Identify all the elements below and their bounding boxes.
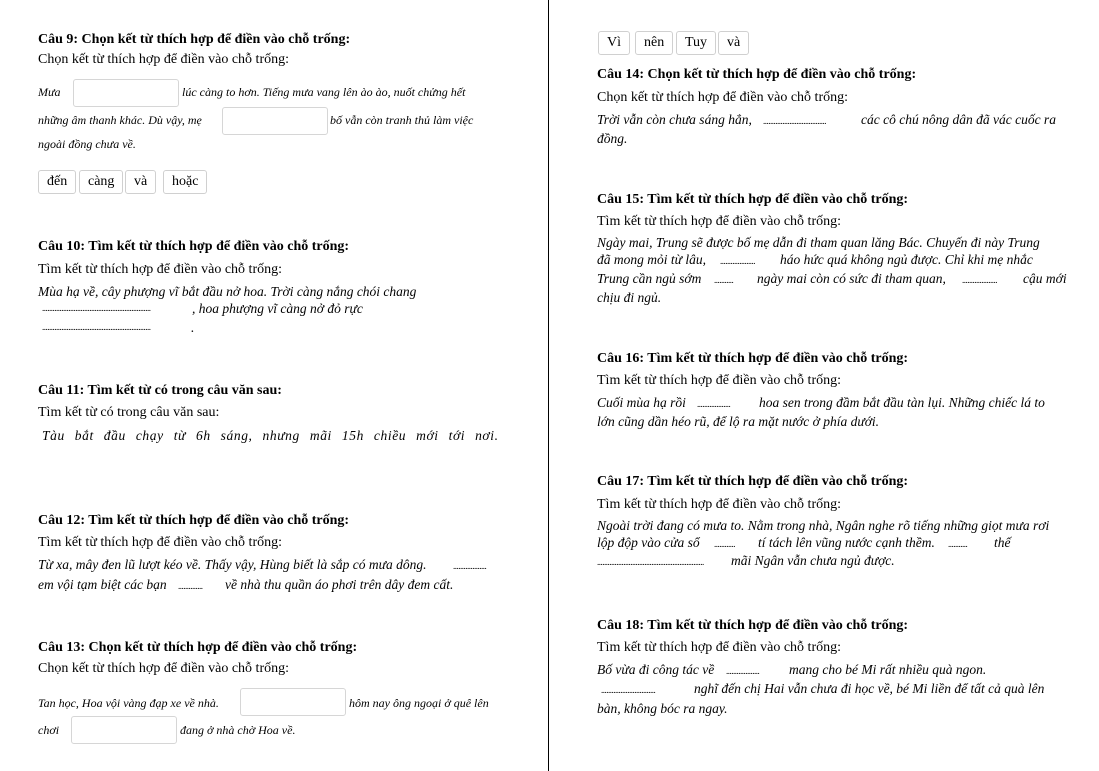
option-chip[interactable]: đến: [38, 170, 76, 194]
column-divider: [548, 0, 549, 771]
fill-blank: ...................: [726, 666, 760, 676]
question-13-text: Tan học, Hoa vội vàng đạp xe về nhà.: [38, 696, 219, 710]
question-15-text: chịu đi ngủ.: [597, 290, 662, 305]
question-15-text: Trung cần ngủ sớm: [597, 271, 702, 286]
question-11-instruction: Tìm kết từ có trong câu văn sau:: [38, 405, 220, 420]
question-15-text: đã mong mỏi từ lâu,: [597, 252, 706, 267]
fill-blank: ...................: [697, 399, 731, 409]
question-18-text: Bố vừa đi công tác về: [597, 662, 715, 677]
question-16-text: hoa sen trong đầm bắt đầu tàn lụi. Những chiếc lá to: [759, 395, 1045, 410]
fill-blank: ...........: [714, 275, 734, 285]
fill-blank: ..............................................................: [42, 303, 151, 313]
question-16-title: Câu 16: Tìm kết từ thích hợp để điền vào chỗ trống:: [597, 351, 909, 366]
question-17-text: lộp độp vào cửa sổ: [597, 535, 700, 550]
option-chip[interactable]: nên: [635, 31, 673, 55]
question-16-instruction: Tìm kết từ thích hợp để điền vào chỗ trống:: [597, 373, 841, 388]
question-9-text: bố vẫn còn tranh thủ làm việc: [330, 113, 474, 127]
question-10-text: Mùa hạ về, cây phượng vĩ bắt đầu nở hoa. Trời càng nắng chói chang: [38, 284, 417, 299]
question-10-text: , hoa phượng vĩ càng nở đỏ rực: [192, 301, 363, 316]
question-9-instruction: Chọn kết từ thích hợp để điền vào chỗ trống:: [38, 52, 290, 67]
answer-blank-2[interactable]: [222, 107, 328, 135]
fill-blank: ...........: [948, 539, 968, 549]
fill-blank: ..............: [178, 581, 203, 591]
question-10-text: .: [191, 320, 195, 335]
question-17-text: Ngoài trời đang có mưa to. Nằm trong nhà, Ngân nghe rõ tiếng những giọt mưa rơi: [597, 518, 1050, 533]
question-13-text: hôm nay ông ngoại ở quê lên: [349, 696, 489, 710]
question-14-text: Trời vẫn còn chưa sáng hẳn,: [597, 112, 752, 127]
question-15-title: Câu 15: Tìm kết từ thích hợp để điền vào chỗ trống:: [597, 192, 909, 207]
question-9-text: những âm thanh khác. Dù vậy, mẹ: [38, 113, 202, 127]
fill-blank: ....................: [720, 256, 755, 266]
question-17-text: thế: [994, 535, 1011, 550]
question-14-text: các cô chú nông dân đã vác cuốc ra: [861, 112, 1056, 127]
fill-blank: ....................................: [763, 116, 826, 126]
question-13-title: Câu 13: Chọn kết từ thích hợp để điền vào chỗ trống:: [38, 640, 358, 655]
question-17-title: Câu 17: Tìm kết từ thích hợp để điền vào chỗ trống:: [597, 474, 909, 489]
question-14-text: đồng.: [597, 131, 628, 146]
question-14-instruction: Chọn kết từ thích hợp để điền vào chỗ trống:: [597, 90, 849, 105]
question-10-title: Câu 10: Tìm kết từ thích hợp để điền vào chỗ trống:: [38, 239, 350, 254]
question-11-title: Câu 11: Tìm kết từ có trong câu văn sau:: [38, 383, 282, 398]
option-chip[interactable]: Vì: [598, 31, 630, 55]
question-17-text: tí tách lên vũng nước cạnh thềm.: [758, 535, 935, 550]
fill-blank: ..............................................................: [42, 322, 151, 332]
question-18-instruction: Tìm kết từ thích hợp để điền vào chỗ trống:: [597, 640, 841, 655]
question-17-text: mãi Ngân vẫn chưa ngủ được.: [731, 553, 895, 568]
question-9-text: lúc càng to hơn. Tiếng mưa vang lên ào ào, nuốt chửng hết: [182, 85, 466, 99]
question-16-text: Cuối mùa hạ rồi: [597, 395, 686, 410]
fill-blank: ............: [714, 539, 735, 549]
option-chip[interactable]: và: [718, 31, 749, 55]
question-9-title: Câu 9: Chọn kết từ thích hợp để điền vào chỗ trống:: [38, 32, 351, 47]
question-9-text: ngoài đồng chưa về.: [38, 137, 136, 151]
question-12-title: Câu 12: Tìm kết từ thích hợp để điền vào chỗ trống:: [38, 513, 350, 528]
question-9-text: Mưa: [38, 85, 61, 99]
option-chip[interactable]: và: [125, 170, 156, 194]
answer-blank-3[interactable]: [240, 688, 346, 716]
question-13-text: đang ở nhà chờ Hoa về.: [180, 723, 296, 737]
fill-blank: ...................: [453, 561, 487, 571]
question-18-title: Câu 18: Tìm kết từ thích hợp để điền vào chỗ trống:: [597, 618, 909, 633]
option-chip[interactable]: Tuy: [676, 31, 716, 55]
question-13-text: chơi: [38, 723, 60, 737]
fill-blank: ...............................: [601, 685, 656, 695]
question-18-text: bàn, không bóc ra ngay.: [597, 701, 728, 716]
question-14-title: Câu 14: Chọn kết từ thích hợp để điền vào chỗ trống:: [597, 67, 917, 82]
question-15-text: cậu mới: [1023, 271, 1067, 286]
question-12-instruction: Tìm kết từ thích hợp để điền vào chỗ trống:: [38, 535, 282, 550]
fill-blank: .............................................................: [597, 557, 704, 567]
answer-blank-4[interactable]: [71, 716, 177, 744]
question-16-text: lớn cũng dần héo rũ, để lộ ra mặt nước ở phía dưới.: [597, 414, 880, 429]
question-17-instruction: Tìm kết từ thích hợp để điền vào chỗ trống:: [597, 497, 841, 512]
fill-blank: ....................: [962, 275, 997, 285]
question-13-instruction: Chọn kết từ thích hợp để điền vào chỗ trống:: [38, 661, 290, 676]
question-15-text: ngày mai còn có sức đi tham quan,: [757, 271, 946, 286]
question-12-text: em vội tạm biệt các bạn: [38, 577, 167, 592]
question-15-text: Ngày mai, Trung sẽ được bố mẹ dẫn đi tham quan lăng Bác. Chuyến đi này Trung: [597, 235, 1040, 250]
question-11-sentence: Tàu bắt đầu chạy từ 6h sáng, nhưng mãi 15h chiều mới tới nơi.: [42, 428, 499, 443]
question-12-text: về nhà thu quần áo phơi trên dây đem cất.: [225, 577, 454, 592]
question-18-text: nghĩ đến chị Hai vẫn chưa đi học về, bé Mi liền để tất cả quà lên: [694, 681, 1045, 696]
option-chip[interactable]: càng: [79, 170, 123, 194]
question-10-instruction: Tìm kết từ thích hợp để điền vào chỗ trống:: [38, 262, 282, 277]
question-15-text: háo hức quá không ngủ được. Chỉ khi mẹ nhắc: [780, 252, 1033, 267]
question-15-instruction: Tìm kết từ thích hợp để điền vào chỗ trống:: [597, 214, 841, 229]
option-chip[interactable]: hoặc: [163, 170, 207, 194]
question-18-text: mang cho bé Mi rất nhiều quà ngon.: [789, 662, 987, 677]
question-12-text: Từ xa, mây đen lũ lượt kéo về. Thấy vậy, Hùng biết là sắp có mưa dông.: [38, 557, 427, 572]
answer-blank-1[interactable]: [73, 79, 179, 107]
